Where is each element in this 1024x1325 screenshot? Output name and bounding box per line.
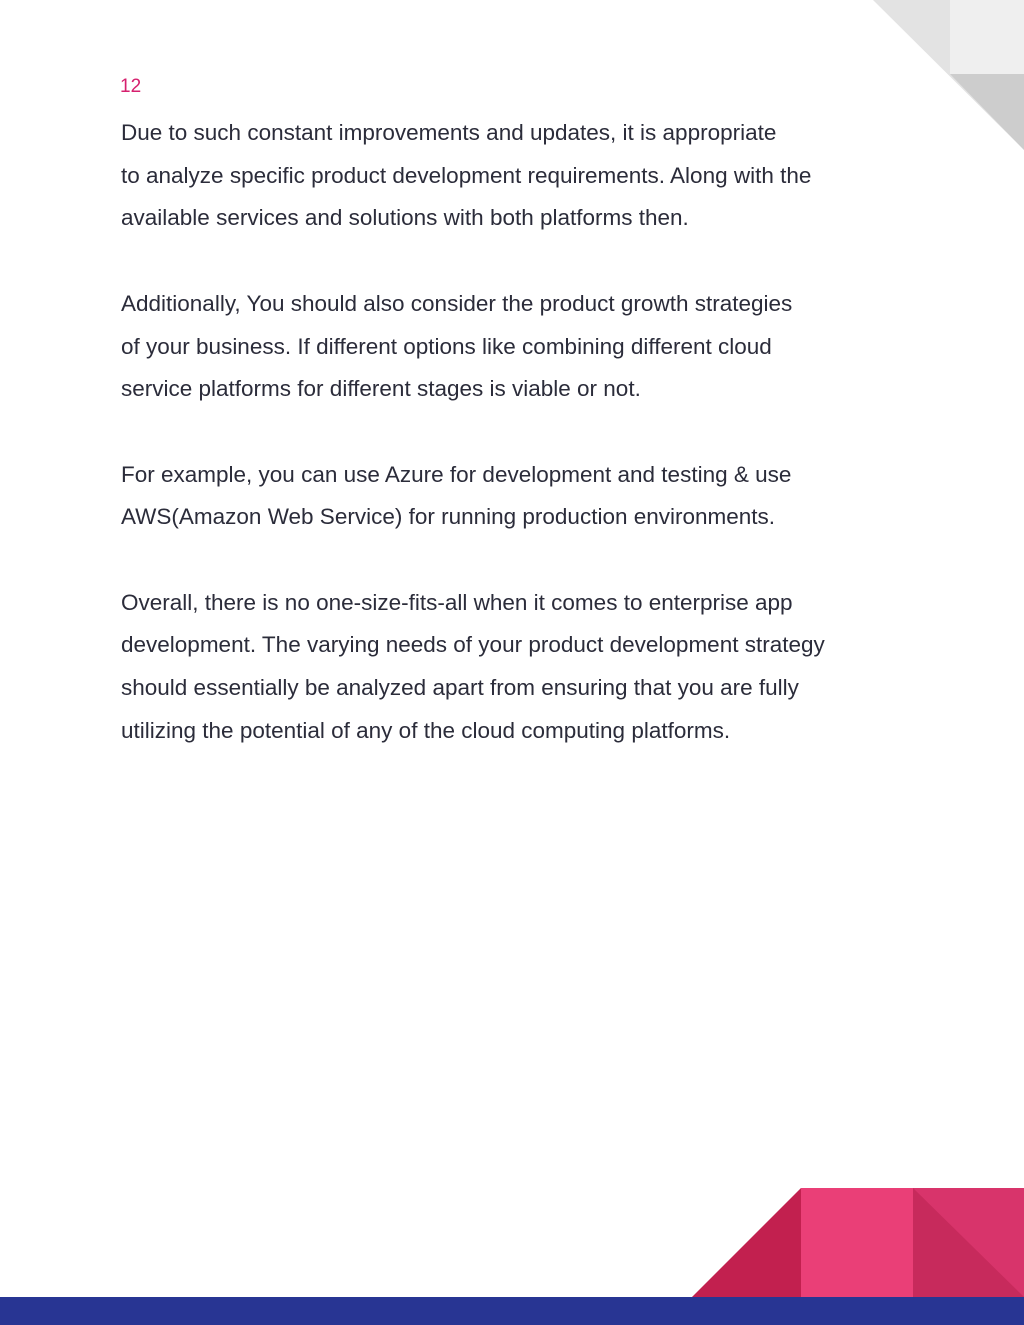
text-line: service platforms for different stages is viable or not.: [121, 376, 641, 402]
text-line: For example, you can use Azure for development and testing & use: [121, 461, 792, 487]
bottom-block-rose-shadow: [913, 1188, 1024, 1297]
text-line: Additionally, You should also consider the product growth strategies: [121, 290, 793, 316]
text-line: AWS(Amazon Web Service) for running production environments.: [121, 504, 776, 530]
bottom-block-rose: [913, 1188, 1024, 1297]
bottom-block-pink: [801, 1188, 913, 1297]
corner-fold-light: [950, 0, 1024, 74]
corner-fold-dark: [950, 74, 1024, 150]
document-body: [121, 112, 921, 795]
text-line: of your business. If different options like combining different cloud: [121, 333, 772, 359]
paragraph-example-azure-aws: [121, 454, 921, 539]
text-line: development. The varying needs of your product development strategy: [121, 632, 825, 658]
paragraph-growth-strategies: [121, 283, 921, 411]
text-line: should essentially be analyzed apart from ensuring that you are fully: [121, 675, 799, 701]
page-number: 12: [120, 76, 142, 97]
text-line: utilizing the potential of any of the cloud computing platforms.: [121, 717, 731, 743]
bottom-triangle-crimson: [692, 1188, 801, 1297]
text-line: to analyze specific product development requirements. Along with the: [121, 162, 812, 188]
paragraph-platform-requirements: [121, 112, 921, 240]
footer-bar: [0, 1297, 1024, 1325]
text-line: available services and solutions with both platforms then.: [121, 205, 689, 231]
text-line: Overall, there is no one-size-fits-all when it comes to enterprise app: [121, 589, 793, 615]
paragraph-conclusion: [121, 582, 921, 753]
text-line: Due to such constant improvements and updates, it is appropriate: [121, 120, 777, 145]
